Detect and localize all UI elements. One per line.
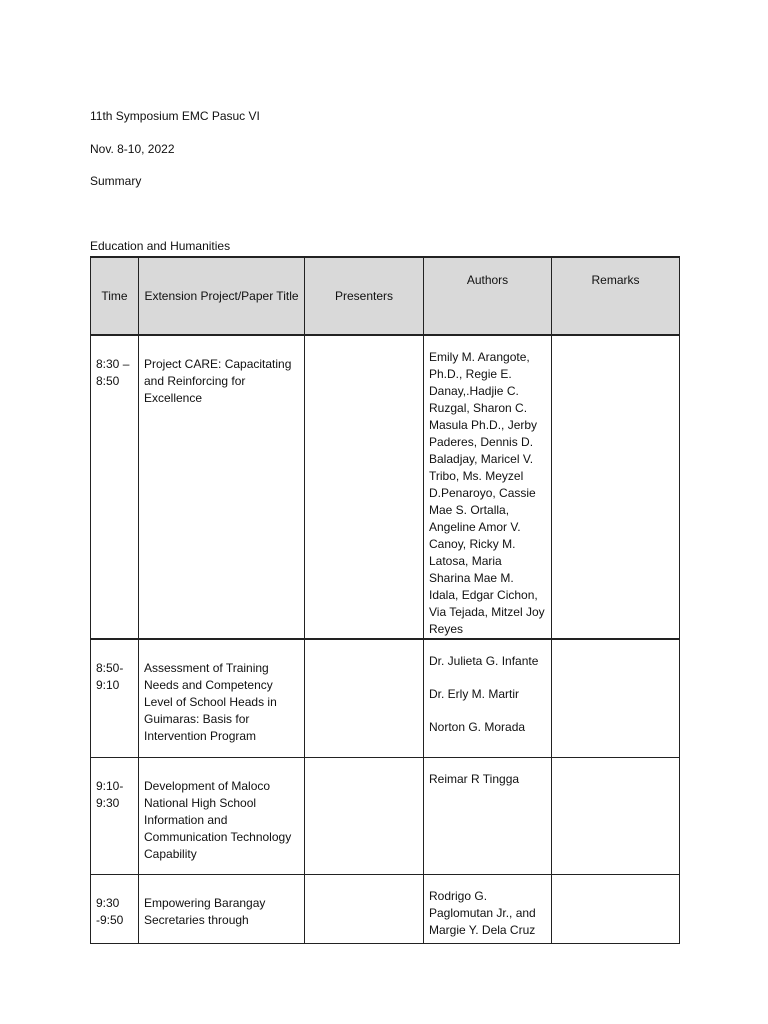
- author-line: Dr. Erly M. Martir: [429, 687, 519, 701]
- authors-cell: [424, 639, 552, 757]
- col-header-time: Time: [91, 257, 139, 335]
- authors-cell: [424, 757, 552, 874]
- col-header-presenters: Presenters: [305, 257, 424, 335]
- event-dates: Nov. 8-10, 2022: [90, 142, 175, 156]
- title-cell: Project CARE: Capacitating and Reinforcing for Excellence: [139, 335, 305, 639]
- author-line: Norton G. Morada: [429, 720, 526, 734]
- col-header-title: Extension Project/Paper Title: [139, 257, 305, 335]
- presenters-cell: [305, 639, 424, 757]
- author-line: Reimar R Tingga: [429, 771, 520, 786]
- schedule-table: [90, 256, 680, 944]
- presenters-cell: [305, 757, 424, 874]
- title-cell: Development of Maloco National High School Information and Communication Technology Capability: [139, 757, 305, 874]
- authors-cell: [424, 335, 552, 639]
- col-header-remarks: Remarks: [552, 257, 680, 335]
- table-header-row: [91, 257, 680, 335]
- section-title: Education and Humanities: [90, 239, 231, 253]
- doc-type: Summary: [90, 174, 142, 188]
- col-header-authors: Authors: [424, 257, 552, 335]
- table-row: [91, 335, 680, 639]
- time-cell: 9:10-9:30: [91, 757, 139, 874]
- remarks-cell: [552, 757, 680, 874]
- title-cell: Assessment of Training Needs and Competency Level of School Heads in Guimaras: Basis for Intervention Program: [139, 639, 305, 757]
- remarks-cell: [552, 639, 680, 757]
- table-row: [91, 874, 680, 943]
- time-cell: 8:30 – 8:50: [91, 335, 139, 639]
- table-row: [91, 639, 680, 757]
- event-title: 11th Symposium EMC Pasuc VI: [90, 109, 260, 123]
- time-cell: 8:50-9:10: [91, 639, 139, 757]
- author-line: Rodrigo G. Paglomutan Jr., and Margie Y. Dela Cruz: [429, 888, 536, 937]
- table-row: [91, 757, 680, 874]
- time-cell: 9:30 -9:50: [91, 874, 139, 943]
- author-line: Emily M. Arangote, Ph.D., Regie E. Danay,.Hadjie C. Ruzgal, Sharon C. Masula Ph.D., Jerby Paderes, Dennis D. Baladjay, Maricel V. Tribo, Ms. Meyzel D.Penaroyo, Cassie Mae S. Ortalla, Angeline Amor V. Canoy, Ricky M. Latosa, Maria Sharina Mae M. Idala, Edgar Cichon, Via Tejada, Mitzel Joy Reyes: [429, 350, 545, 636]
- remarks-cell: [552, 335, 680, 639]
- presenters-cell: [305, 874, 424, 943]
- presenters-cell: [305, 335, 424, 639]
- remarks-cell: [552, 874, 680, 943]
- authors-cell: [424, 874, 552, 943]
- title-cell: Empowering Barangay Secretaries through: [139, 874, 305, 943]
- author-line: Dr. Julieta G. Infante: [429, 654, 539, 668]
